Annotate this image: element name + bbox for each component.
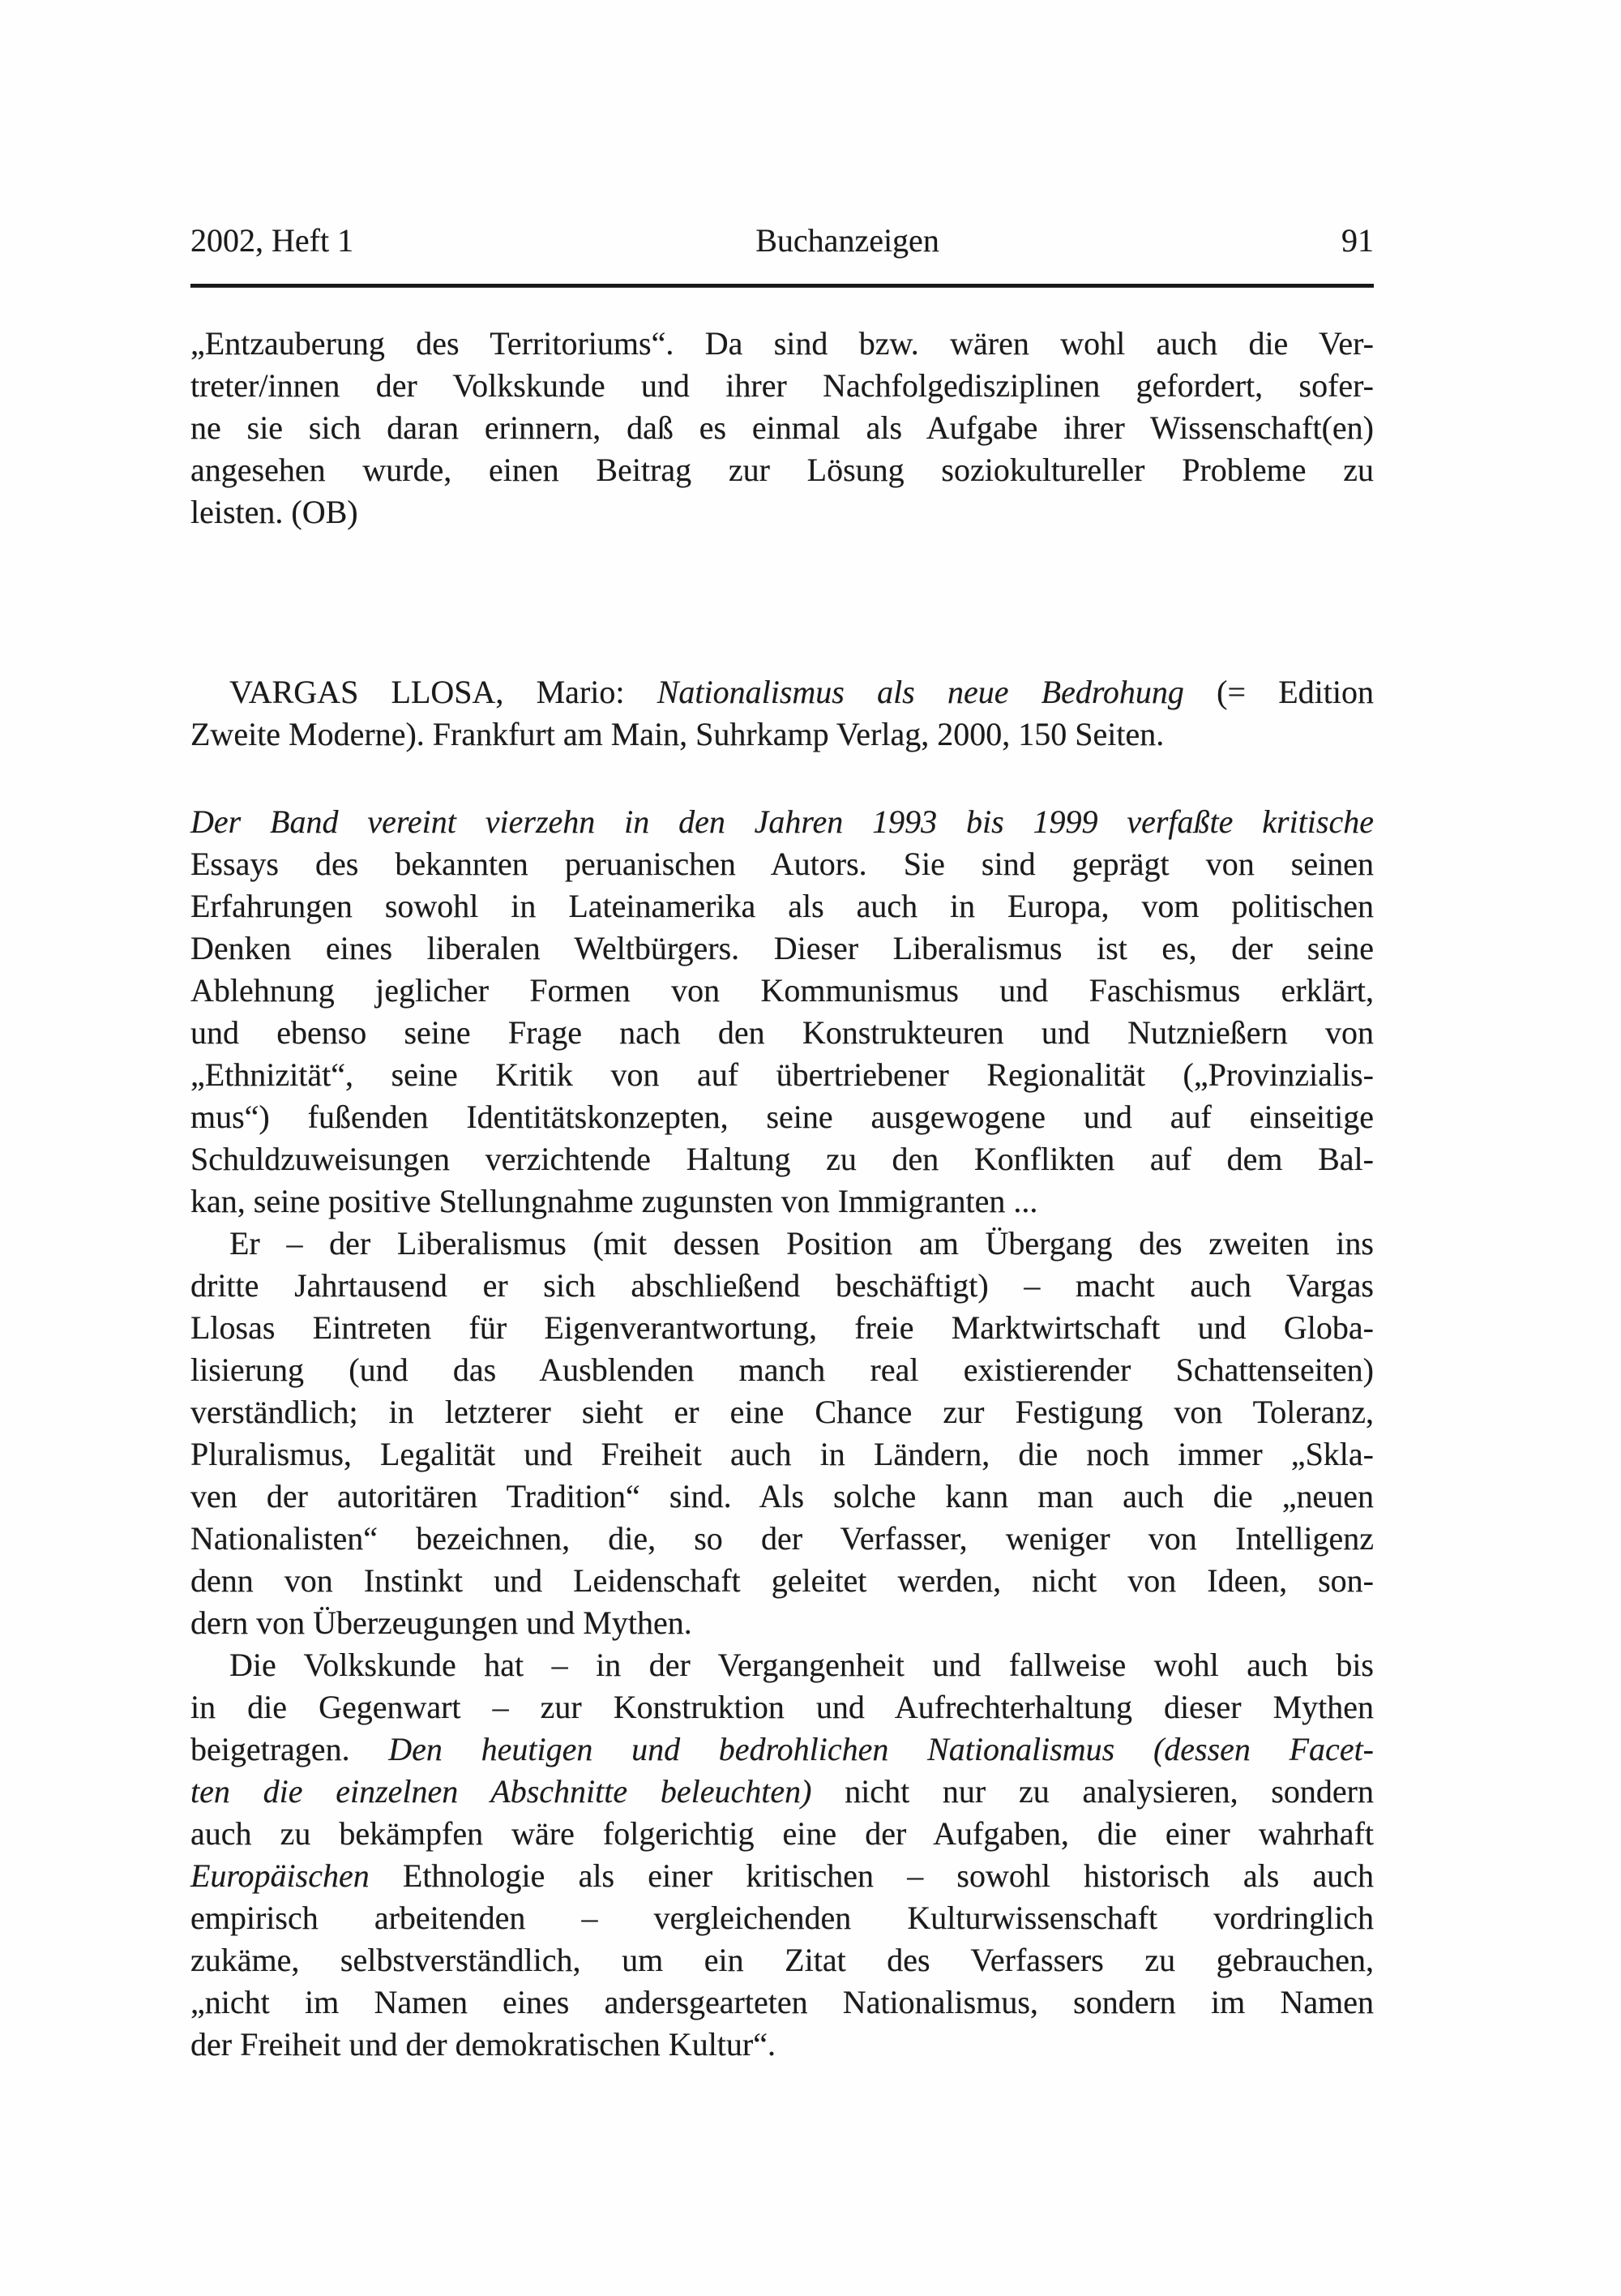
header-title: Buchanzeigen — [755, 222, 939, 259]
text-segment: treter/innen der Volkskunde und ihrer Nachfolgedisziplinen gefordert, sofer- — [190, 367, 1374, 404]
text-line — [190, 1728, 1374, 1771]
text-segment: dern von Überzeugungen und Mythen. — [190, 1604, 692, 1641]
review-paragraph-1 — [190, 801, 1374, 1223]
italic-text-segment: Den heutigen und bedrohlichen Nationalismus (dessen Facet- — [388, 1731, 1375, 1767]
book-citation — [190, 671, 1374, 756]
text-segment: Pluralismus, Legalität und Freiheit auch in Ländern, die noch immer „Skla- — [190, 1436, 1374, 1472]
italic-text-segment: Europäischen — [190, 1857, 370, 1894]
text-segment: denn von Instinkt und Leidenschaft geleitet werden, nicht von Ideen, son- — [190, 1562, 1374, 1599]
text-line — [190, 1813, 1374, 1855]
text-segment: Erfahrungen sowohl in Lateinamerika als auch in Europa, vom politischen — [190, 888, 1374, 924]
review-paragraph-3 — [190, 1644, 1374, 2066]
text-line — [190, 1054, 1374, 1096]
text-segment: Llosas Eintreten für Eigenverantwortung, freie Marktwirtschaft und Globa- — [190, 1309, 1374, 1346]
page-header — [190, 221, 1374, 261]
text-line — [190, 449, 1374, 491]
text-segment: mus“) fußenden Identitätskonzepten, seine ausgewogene und auf einseitige — [190, 1099, 1374, 1135]
text-line — [190, 1476, 1374, 1518]
italic-text-segment: ten die einzelnen Abschnitte beleuchten) — [190, 1773, 812, 1810]
text-line — [190, 407, 1374, 449]
text-segment: Ethnologie als einer kritischen – sowohl historisch als auch — [369, 1857, 1374, 1894]
text-line — [190, 1012, 1374, 1054]
text-line — [190, 1939, 1374, 1981]
text-line — [190, 1644, 1374, 1686]
text-line — [190, 1981, 1374, 2024]
text-line — [190, 1518, 1374, 1560]
text-segment: Essays des bekannten peruanischen Autors. Sie sind geprägt von seinen — [190, 846, 1374, 882]
text-line — [190, 1223, 1374, 1265]
text-line — [190, 843, 1374, 885]
paragraphs-container — [190, 323, 1374, 2066]
text-segment: empirisch arbeitenden – vergleichenden Kulturwissenschaft vordringlich — [190, 1900, 1374, 1936]
text-segment: beigetragen. — [190, 1731, 389, 1767]
text-segment: „Ethnizität“, seine Kritik von auf übertriebener Regionalität („Provinzialis- — [190, 1056, 1374, 1093]
header-page-number: 91 — [1341, 222, 1374, 259]
text-segment: Denken eines liberalen Weltbürgers. Dieser Liberalismus ist es, der seine — [190, 930, 1374, 966]
text-segment: Ablehnung jeglicher Formen von Kommunismus und Faschismus erklärt, — [190, 972, 1374, 1009]
text-segment: lisierung (und das Ausblenden manch real existierender Schattenseiten) — [190, 1351, 1374, 1388]
italic-text-segment: Der Band vereint vierzehn in den Jahren 1993 bis 1999 verfaßte kritische — [190, 803, 1374, 840]
text-line — [190, 1897, 1374, 1939]
text-line — [190, 2024, 1374, 2066]
text-line — [190, 1560, 1374, 1602]
text-line — [190, 1391, 1374, 1433]
text-segment: Er – der Liberalismus (mit dessen Position am Übergang des zweiten ins — [229, 1225, 1374, 1262]
text-line — [190, 671, 1374, 713]
text-line — [190, 713, 1374, 756]
text-line — [190, 927, 1374, 970]
text-segment: kan, seine positive Stellungnahme zugunsten von Immigranten ... — [190, 1183, 1038, 1219]
text-segment: Nationalisten“ bezeichnen, die, so der Verfasser, weniger von Intelligenz — [190, 1520, 1374, 1557]
text-segment: Die Volkskunde hat – in der Vergangenheit und fallweise wohl auch bis — [229, 1647, 1374, 1683]
text-line — [190, 1180, 1374, 1223]
text-line — [190, 801, 1374, 843]
text-segment: verständlich; in letzterer sieht er eine Chance zur Festigung von Toleranz, — [190, 1394, 1374, 1430]
header-rule — [190, 284, 1374, 288]
text-block — [190, 221, 1374, 2066]
text-line — [190, 491, 1374, 533]
text-segment: auch zu bekämpfen wäre folgerichtig eine der Aufgaben, die einer wahrhaft — [190, 1815, 1374, 1852]
text-line — [190, 885, 1374, 927]
text-line — [190, 323, 1374, 365]
text-line — [190, 1096, 1374, 1138]
text-segment: nicht nur zu analysieren, sondern — [811, 1773, 1374, 1810]
text-line — [190, 1686, 1374, 1728]
continuation-paragraph — [190, 323, 1374, 533]
text-segment: zukäme, selbstverständlich, um ein Zitat des Verfassers zu gebrauchen, — [190, 1942, 1374, 1978]
text-line — [190, 1138, 1374, 1180]
text-segment: leisten. (OB) — [190, 494, 358, 530]
text-segment: „Entzauberung des Territoriums“. Da sind bzw. wären wohl auch die Ver- — [190, 325, 1374, 362]
text-segment: der Freiheit und der demokratischen Kultur“. — [190, 2026, 776, 2063]
text-line — [190, 1433, 1374, 1476]
italic-text-segment: Nationalismus als neue Bedrohung — [657, 674, 1184, 710]
text-line — [190, 1307, 1374, 1349]
text-segment: ven der autoritären Tradition“ sind. Als solche kann man auch die „neuen — [190, 1478, 1374, 1514]
text-segment: dritte Jahrtausend er sich abschließend beschäftigt) – macht auch Vargas — [190, 1267, 1374, 1304]
text-segment: in die Gegenwart – zur Konstruktion und Aufrechterhaltung dieser Mythen — [190, 1689, 1374, 1725]
text-line — [190, 970, 1374, 1012]
text-line — [190, 1771, 1374, 1813]
text-segment: Schuldzuweisungen verzichtende Haltung zu den Konflikten auf dem Bal- — [190, 1141, 1374, 1177]
text-line — [190, 1855, 1374, 1897]
review-paragraph-2 — [190, 1223, 1374, 1644]
text-segment: (= Edition — [1183, 674, 1375, 710]
text-segment: angesehen wurde, einen Beitrag zur Lösung soziokultureller Probleme zu — [190, 452, 1374, 488]
text-segment: und ebenso seine Frage nach den Konstrukteuren und Nutznießern von — [190, 1014, 1374, 1051]
text-segment: „nicht im Namen eines andersgearteten Nationalismus, sondern im Namen — [190, 1984, 1374, 2020]
text-line — [190, 1265, 1374, 1307]
text-segment: ne sie sich daran erinnern, daß es einmal als Aufgabe ihrer Wissenschaft(en) — [190, 409, 1374, 446]
text-line — [190, 1602, 1374, 1644]
header-issue: 2002, Heft 1 — [190, 222, 354, 259]
text-segment: VARGAS LLOSA, Mario: — [229, 674, 657, 710]
text-line — [190, 365, 1374, 407]
text-line — [190, 1349, 1374, 1391]
text-segment: Zweite Moderne). Frankfurt am Main, Suhrkamp Verlag, 2000, 150 Seiten. — [190, 716, 1165, 752]
